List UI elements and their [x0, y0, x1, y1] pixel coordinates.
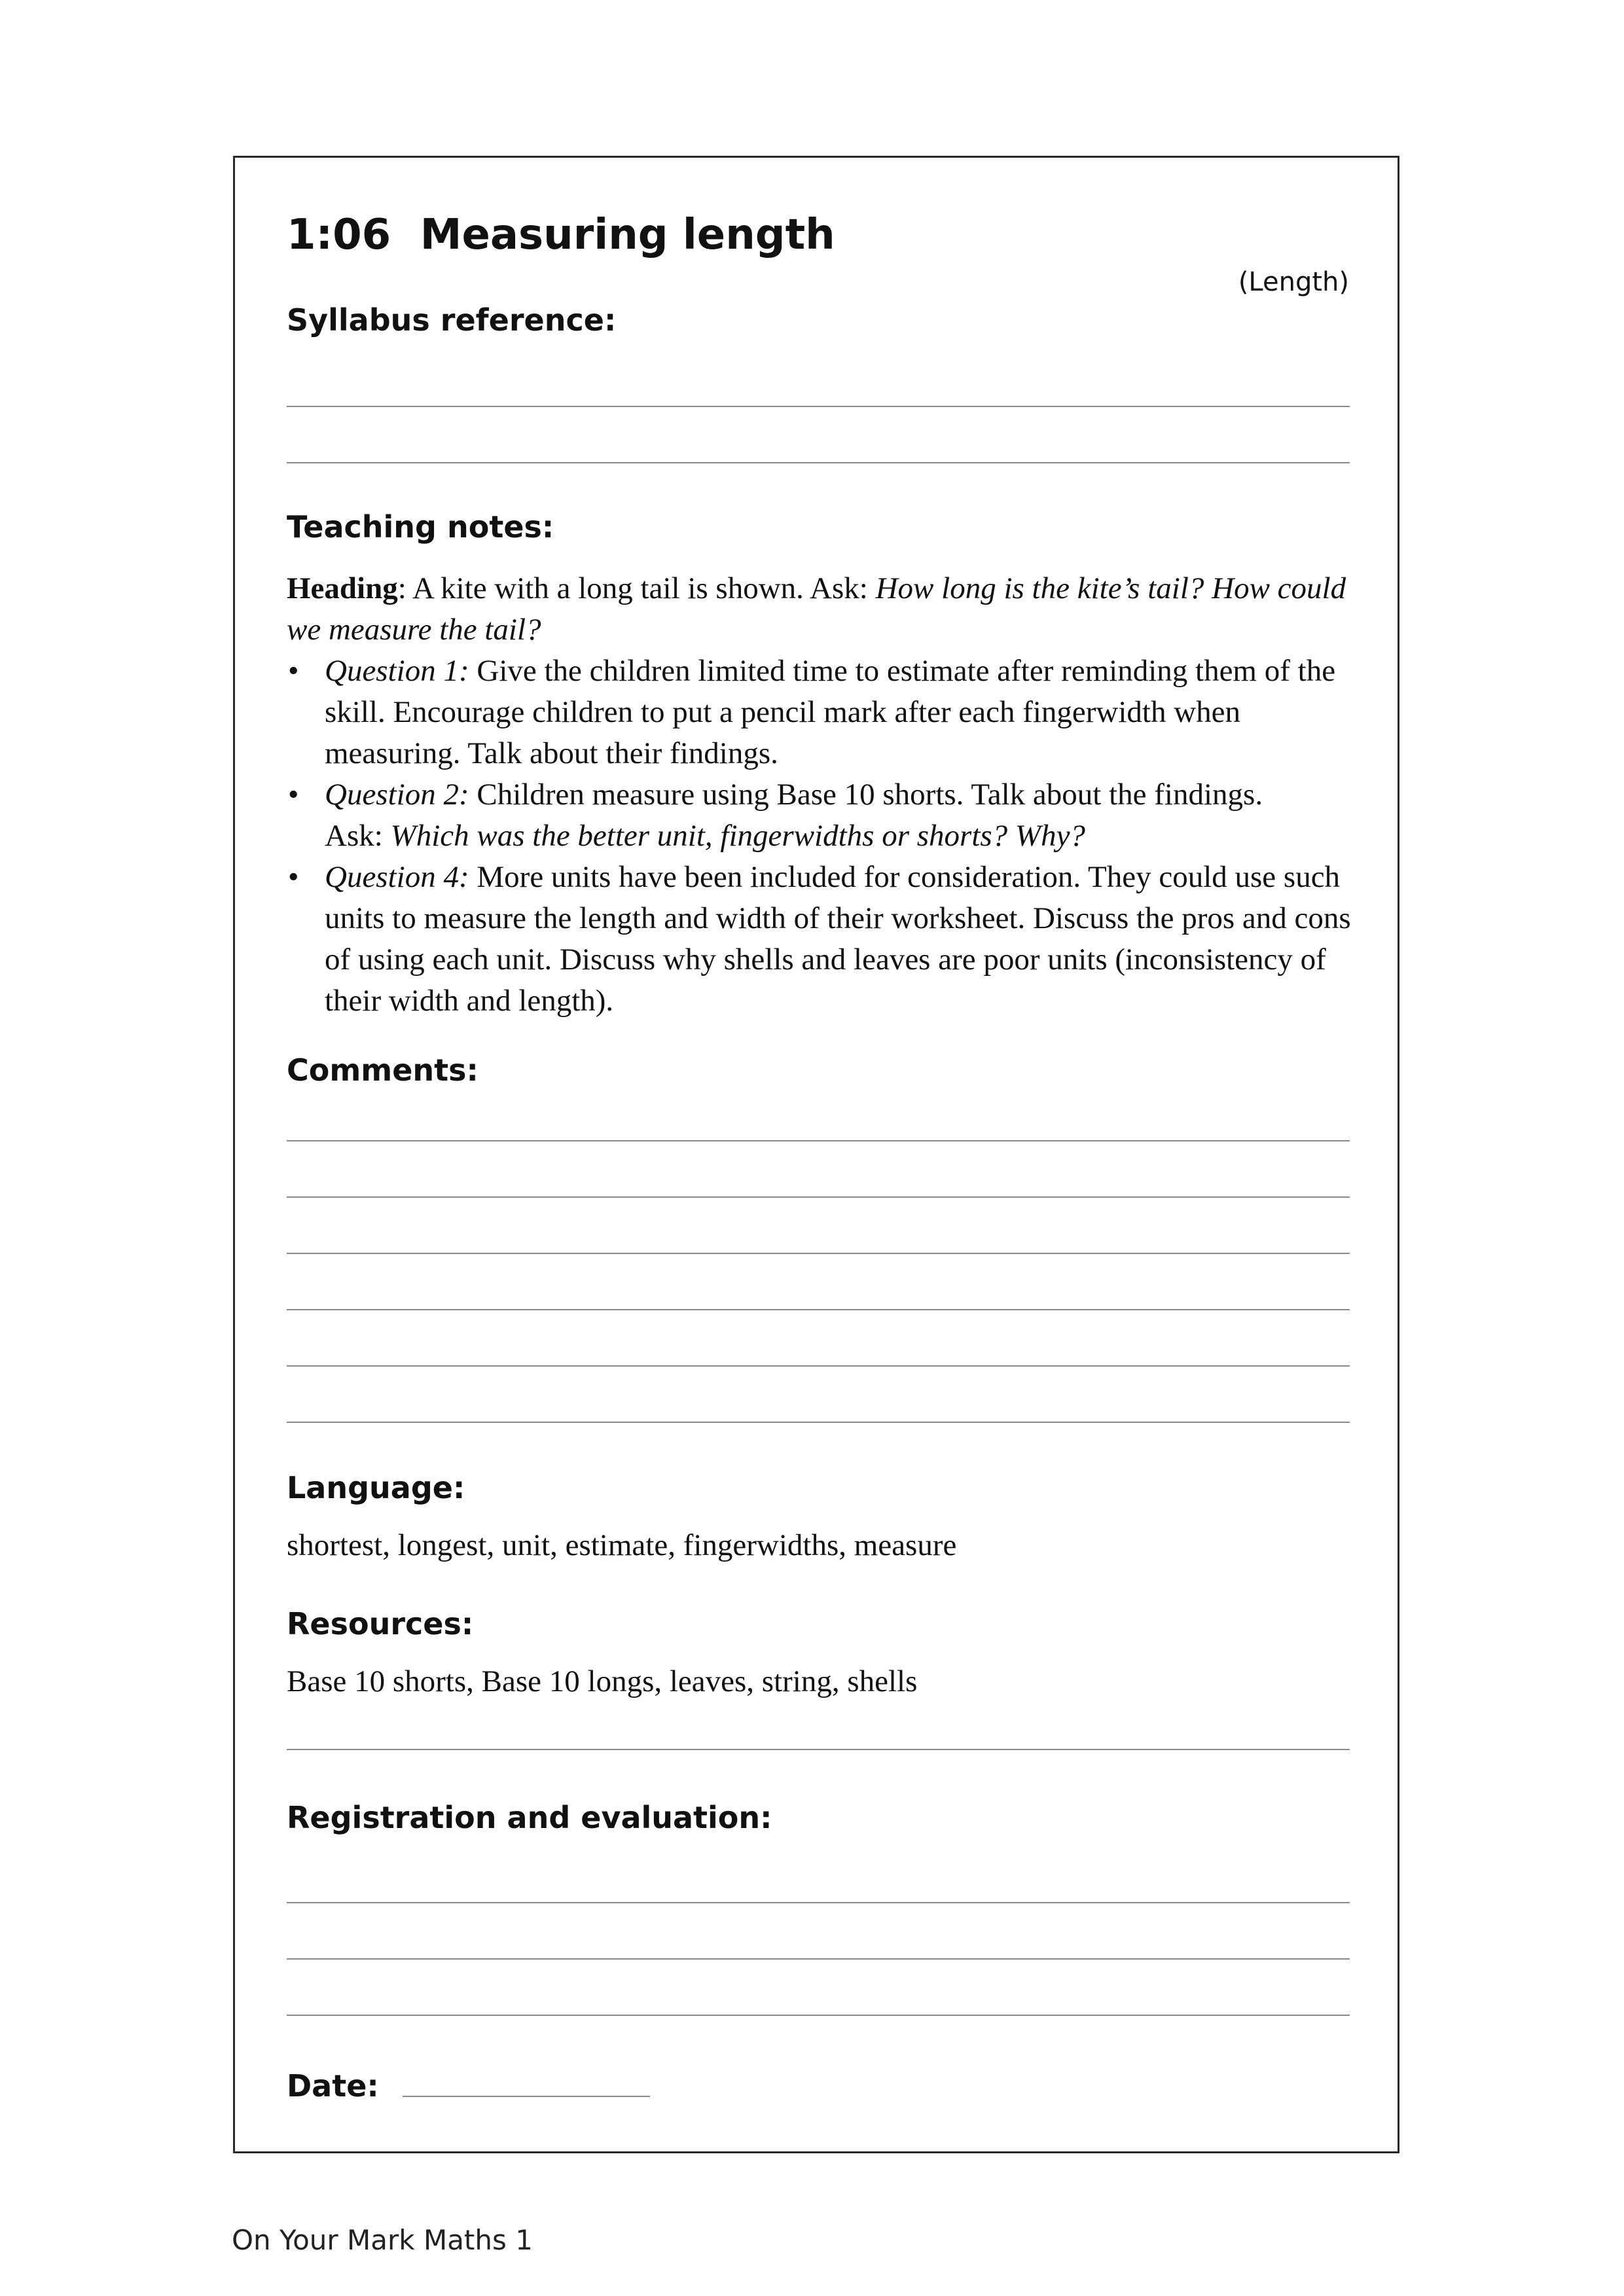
- page-title: 1:06 Measuring length: [287, 211, 835, 259]
- heading-note-label: Heading: [287, 571, 398, 605]
- teaching-notes-body: [287, 568, 1354, 1022]
- comments-heading: Comments:: [287, 1052, 478, 1088]
- comment-line-6[interactable]: [287, 1422, 1350, 1423]
- syllabus-line-2[interactable]: [287, 462, 1350, 463]
- question-text: Children measure using Base 10 shorts. Talk about the findings.: [469, 778, 1263, 812]
- question-ask: Ask:: [325, 819, 391, 853]
- comment-line-2[interactable]: [287, 1196, 1350, 1198]
- question-label: Question 2:: [325, 778, 469, 812]
- question-note: [287, 651, 1354, 774]
- language-text: shortest, longest, unit, estimate, fingerwidths, measure: [287, 1528, 957, 1562]
- subject-tag: (Length): [1238, 267, 1349, 297]
- question-note: [287, 774, 1354, 857]
- date-label: Date:: [287, 2068, 379, 2104]
- registration-line-2[interactable]: [287, 1958, 1350, 1960]
- heading-note-text: : A kite with a long tail is shown. Ask:: [397, 571, 876, 605]
- comment-line-3[interactable]: [287, 1253, 1350, 1254]
- registration-heading: Registration and evaluation:: [287, 1800, 772, 1835]
- comment-line-5[interactable]: [287, 1365, 1350, 1367]
- question-note: [287, 857, 1354, 1022]
- resources-line[interactable]: [287, 1749, 1350, 1750]
- question-prompt: Which was the better unit, fingerwidths or shorts? Why?: [390, 819, 1085, 853]
- registration-line-3[interactable]: [287, 2015, 1350, 2016]
- teaching-notes-heading: Teaching notes:: [287, 509, 554, 545]
- syllabus-heading: Syllabus reference:: [287, 302, 617, 338]
- registration-line-1[interactable]: [287, 1902, 1350, 1903]
- heading-note-question: How long is the kite’s tail? How could we measure the tail?: [287, 571, 1346, 647]
- question-text: Give the children limited time to estimate after reminding them of the skill. Encourage children to put a pencil mark after each fingerwidth when measuring. Talk about their findings.: [325, 654, 1336, 770]
- syllabus-line-1[interactable]: [287, 406, 1350, 407]
- question-label: Question 1:: [325, 654, 469, 688]
- comment-line-1[interactable]: [287, 1140, 1350, 1141]
- question-text: More units have been included for consideration. They could use such units to measure the length and width of their worksheet. Discuss the pros and cons of using each unit. Discuss why shells and leaves are poor units (inconsistency of their width and length).: [325, 860, 1351, 1018]
- comment-line-4[interactable]: [287, 1309, 1350, 1310]
- question-list: [287, 651, 1354, 1022]
- language-heading: Language:: [287, 1470, 465, 1505]
- page-footer: On Your Mark Maths 1: [232, 2224, 533, 2256]
- date-field-line[interactable]: [403, 2096, 650, 2097]
- heading-note: [287, 568, 1354, 651]
- page-frame: [233, 156, 1399, 2153]
- resources-text: Base 10 shorts, Base 10 longs, leaves, string, shells: [287, 1664, 918, 1698]
- resources-heading: Resources:: [287, 1606, 474, 1641]
- question-label: Question 4:: [325, 860, 469, 894]
